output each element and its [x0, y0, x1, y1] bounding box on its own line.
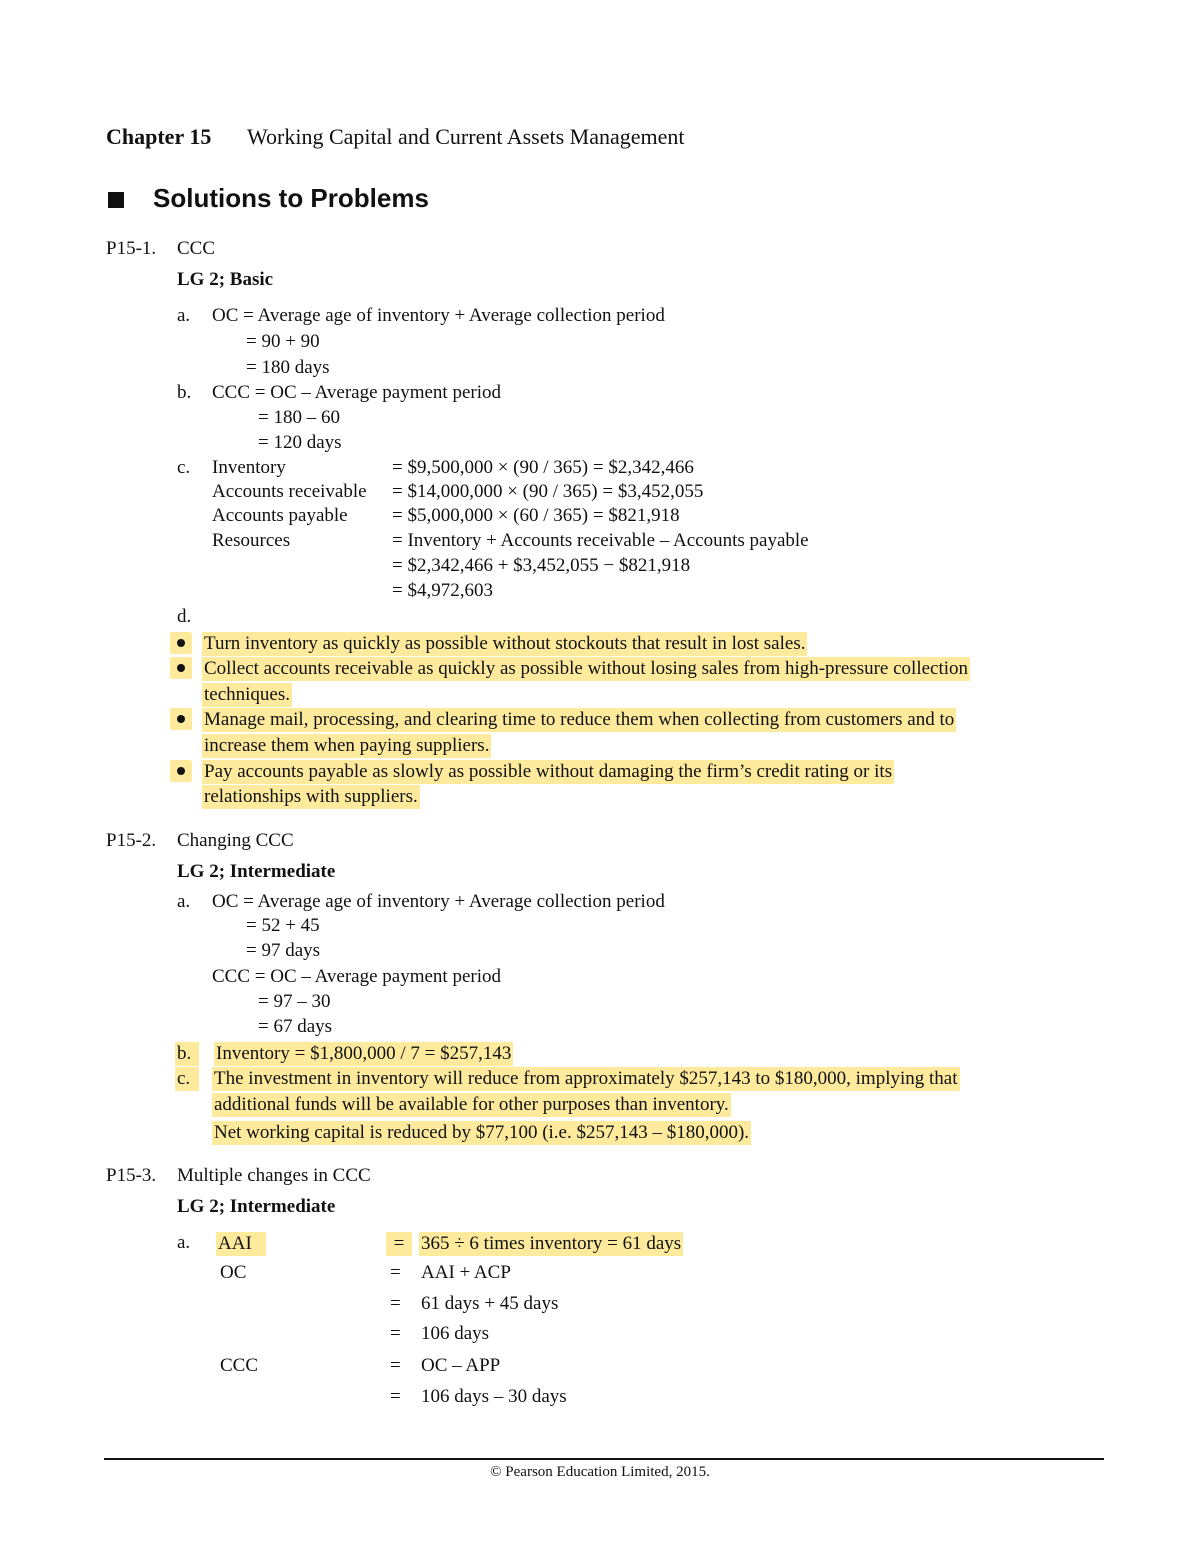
- p2-a-line4: CCC = OC – Average payment period: [212, 966, 501, 987]
- p2-c-line2: additional funds will be available for other purposes than inventory.: [214, 1094, 729, 1115]
- p1-b-letter: b.: [177, 382, 192, 403]
- p1-c-row-value: = Inventory + Accounts receivable – Accounts payable: [392, 530, 809, 551]
- p1-c-row-label: Accounts receivable: [212, 481, 367, 502]
- p1-c-row-value: = $14,000,000 × (90 / 365) = $3,452,055: [392, 481, 704, 502]
- p3-row-eq: =: [390, 1262, 401, 1283]
- p1-a-line2: = 90 + 90: [246, 331, 320, 352]
- p1-c-row-label: Accounts payable: [212, 505, 348, 526]
- p1-a-line3: = 180 days: [246, 357, 330, 378]
- p2-a-line6: = 67 days: [258, 1016, 333, 1037]
- bullet-dot-icon: [177, 715, 185, 723]
- bullet-dot-icon: [177, 664, 185, 672]
- p2-c-line1: The investment in inventory will reduce from approximately $257,143 to $180,000, implying that: [214, 1068, 958, 1089]
- p3-row-value: 106 days – 30 days: [421, 1386, 567, 1407]
- p1-c-row-value: = $9,500,000 × (90 / 365) = $2,342,466: [392, 457, 694, 478]
- p1-c-letter: c.: [177, 457, 191, 478]
- p2-a-line2: = 52 + 45: [246, 915, 320, 936]
- bullet-dot-icon: [177, 639, 185, 647]
- p1-a-line1: OC = Average age of inventory + Average collection period: [212, 305, 665, 326]
- problem-2-label: P15-2.: [106, 830, 157, 851]
- p2-b-text: Inventory = $1,800,000 / 7 = $257,143: [216, 1043, 512, 1064]
- p3-a-letter: a.: [177, 1232, 191, 1253]
- p1-d-bullet-1-line1: Turn inventory as quickly as possible without stockouts that result in lost sales.: [204, 633, 806, 654]
- p1-b-line2: = 180 – 60: [258, 407, 340, 428]
- p1-c-row-label: Resources: [212, 530, 291, 551]
- p3-row-eq: =: [390, 1355, 401, 1376]
- p3-row-eq: =: [390, 1293, 401, 1314]
- p2-c-line3: Net working capital is reduced by $77,100 (i.e. $257,143 – $180,000).: [214, 1122, 750, 1143]
- p3-row-label: AAI: [216, 1232, 266, 1256]
- p1-c-row-value: = $4,972,603: [392, 580, 493, 601]
- p3-row-eq: =: [390, 1386, 401, 1407]
- p1-d-bullet-3-line2: increase them when paying suppliers.: [204, 735, 490, 756]
- problem-1-title: CCC: [177, 238, 216, 259]
- p1-a-letter: a.: [177, 305, 191, 326]
- p1-d-letter: d.: [177, 606, 192, 627]
- problem-1-lg: LG 2; Basic: [177, 269, 274, 290]
- chapter-number: Chapter 15: [106, 124, 212, 149]
- p3-row-value: 61 days + 45 days: [421, 1293, 559, 1314]
- p3-row-label: OC: [220, 1262, 247, 1283]
- p2-a-letter: a.: [177, 891, 191, 912]
- p3-row-eq: =: [390, 1323, 401, 1344]
- footer-copyright: © Pearson Education Limited, 2015.: [490, 1464, 710, 1480]
- p3-row-value: 365 ÷ 6 times inventory = 61 days: [421, 1233, 682, 1254]
- chapter-title: Working Capital and Current Assets Management: [247, 124, 685, 149]
- p1-d-bullet-3-line1: Manage mail, processing, and clearing time to reduce them when collecting from customers and to: [204, 709, 955, 730]
- p1-b-line3: = 120 days: [258, 432, 342, 453]
- p2-a-line1: OC = Average age of inventory + Average collection period: [212, 891, 665, 912]
- p3-row-label: CCC: [220, 1355, 259, 1376]
- bullet-dot-icon: [177, 767, 185, 775]
- problem-2-lg: LG 2; Intermediate: [177, 861, 336, 882]
- problem-3-lg: LG 2; Intermediate: [177, 1196, 336, 1217]
- p2-c-letter: c.: [175, 1067, 199, 1091]
- p3-row-value: 106 days: [421, 1323, 490, 1344]
- p1-d-bullet-4-line2: relationships with suppliers.: [204, 786, 418, 807]
- p3-row-value: AAI + ACP: [421, 1262, 511, 1283]
- section-title: Solutions to Problems: [153, 183, 429, 213]
- p1-b-line1: CCC = OC – Average payment period: [212, 382, 501, 403]
- problem-3-label: P15-3.: [106, 1165, 157, 1186]
- p3-row-value: OC – APP: [421, 1355, 501, 1376]
- p1-d-bullet-2-line2: techniques.: [204, 684, 291, 705]
- problem-1-label: P15-1.: [106, 238, 157, 259]
- section-square-icon: [108, 192, 124, 208]
- p1-d-bullet-4-line1: Pay accounts payable as slowly as possible without damaging the firm’s credit rating or its: [204, 761, 893, 782]
- problem-2-title: Changing CCC: [177, 830, 294, 851]
- p2-b-letter: b.: [175, 1042, 199, 1066]
- p2-a-line3: = 97 days: [246, 940, 321, 961]
- p1-d-bullet-2-line1: Collect accounts receivable as quickly as possible without losing sales from high-pressure collection: [204, 658, 969, 679]
- p3-row-eq: =: [386, 1232, 412, 1256]
- p2-a-line5: = 97 – 30: [258, 991, 331, 1012]
- problem-3-title: Multiple changes in CCC: [177, 1165, 371, 1186]
- p1-c-row-value: = $5,000,000 × (60 / 365) = $821,918: [392, 505, 680, 526]
- footer-divider: [104, 1458, 1104, 1460]
- p1-c-row-label: Inventory: [212, 457, 286, 478]
- p1-c-row-value: = $2,342,466 + $3,452,055 − $821,918: [392, 555, 691, 576]
